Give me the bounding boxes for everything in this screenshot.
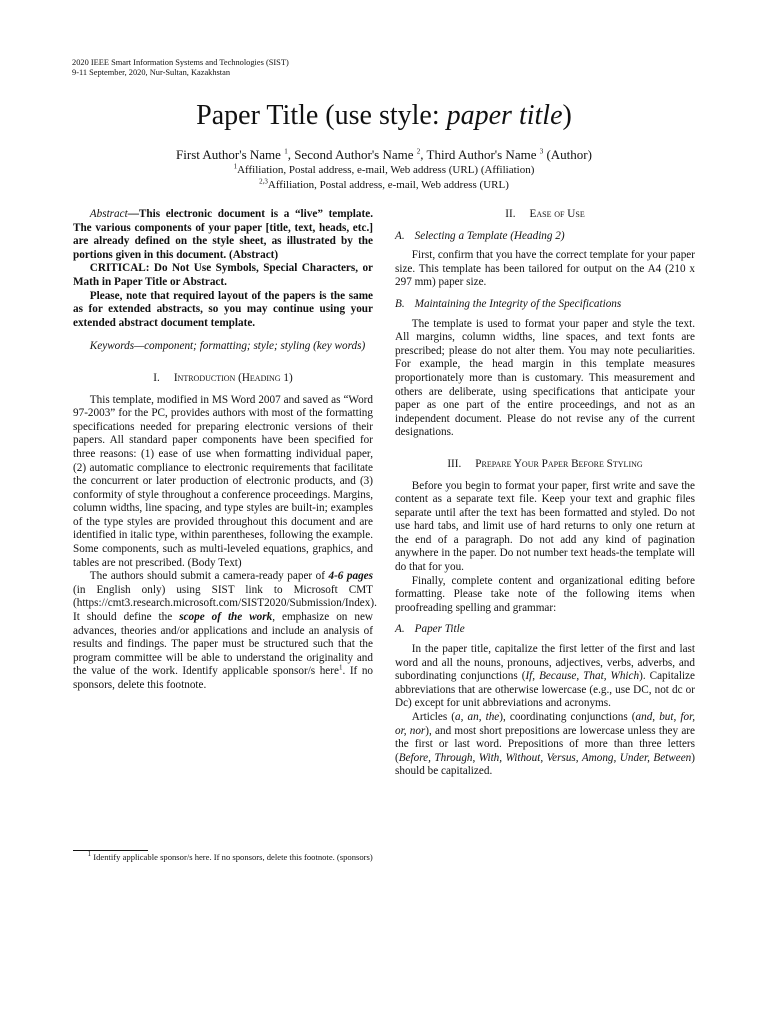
pt-p1-b: If, Because, That, Which xyxy=(525,670,640,683)
section-number: II. xyxy=(505,208,516,220)
intro-p2-e: , emphasize on new advances, theories and/or applications and include an analysis of results and findings. The paper must be structured such that the program committee will be able to understand the originality and the value of the work. Identify applicable sponsor/s here xyxy=(73,611,374,678)
author-2-sup: 2 xyxy=(416,147,421,156)
section-number: I. xyxy=(153,371,160,384)
footnote-divider xyxy=(73,850,148,851)
section-title: Introduction (Heading 1) xyxy=(173,371,293,384)
paper-title-paragraph-2 xyxy=(395,711,695,779)
pt-p1-a: In the paper title, capitalize the first letter of the first and last word and all the nouns, pronouns, adjectives, verbs, adverbs, and subordinating conjunctions ( xyxy=(395,643,695,683)
right-column xyxy=(395,208,695,779)
affiliation-1-sup: 1 xyxy=(233,162,238,171)
intro-paragraph-1: This template, modified in MS Word 2007 and saved as “Word 97-2003” for the PC, provides authors with most of the formatting specifications needed for preparing electronic versions of their papers. All standard paper components have been specified for three reasons: (1) ease of use when formatting individual paper, (2) automatic compliance to electronic requirements that facilitate the concurrent or later production of electronic products, and (3) conformity of style throughout a conference proceedings. Margins, column widths, line spacing, and type styles are built-in; examples of the type styles are provided throughout this document and are identified in italic type, within parentheses, following the example. Some components, such as multi-leveled equations, graphics, and tables are not prescribed. (Body Text) xyxy=(73,393,373,569)
author-tail: (Author) xyxy=(543,147,592,162)
section-title: Ease of Use xyxy=(529,208,585,220)
subsection-title: Maintaining the Integrity of the Specifications xyxy=(414,297,622,310)
abstract-please-note: Please, note that required layout of the papers is the same as for extended abstracts, so you may continue using your extended abstract document template. xyxy=(73,289,373,329)
footnote-number: 1 xyxy=(87,850,92,859)
section-heading-prepare xyxy=(395,458,695,472)
subsection-number: A. xyxy=(395,623,405,636)
title-close: ) xyxy=(562,100,572,131)
pt-p2-f: Before, Through, With, Without, Versus, Among, Under, Between xyxy=(398,751,692,764)
subsection-number: B. xyxy=(395,297,405,310)
author-1-sup: 1 xyxy=(284,147,288,156)
selecting-template-paragraph: First, confirm that you have the correct template for your paper size. This template has been tailored for output on the A4 (210 x 297 mm) paper size. xyxy=(395,249,695,289)
intro-p2-a: The authors should submit a camera-ready paper of xyxy=(89,570,329,583)
affiliation-2 xyxy=(0,179,768,191)
affiliation-2-sup: 2,3 xyxy=(259,177,268,186)
section-heading-introduction xyxy=(73,372,373,386)
title-italic: paper title xyxy=(446,100,563,131)
section-title: Prepare Your Paper Before Styling xyxy=(475,457,643,470)
subsection-heading-paper-title xyxy=(395,623,695,637)
author-3-sup: 3 xyxy=(539,147,544,156)
subsection-number: A. xyxy=(395,229,405,242)
pt-p2-a: Articles ( xyxy=(411,711,456,723)
integrity-paragraph: The template is used to format your paper and style the text. All margins, column widths, line spaces, and text fonts are prescribed; please do not alter them. You may note peculiarities. For example, the head margin in this template measures proportionately more than is customary. This measurement and others are deliberate, using specifications that anticipate your paper as one part of the entire proceedings, and not as an independent document. Please do not revise any of the current designations. xyxy=(395,317,695,439)
footnote xyxy=(73,852,373,863)
author-line xyxy=(0,147,768,163)
affiliation-2-text: Affiliation, Postal address, e-mail, Web address (URL) xyxy=(267,179,509,191)
paper-title xyxy=(0,100,768,132)
pt-p2-b: a, an, the xyxy=(455,711,500,723)
subsection-heading-integrity xyxy=(395,298,695,312)
left-column xyxy=(73,208,377,693)
keywords: Keywords—component; formatting; style; styling (key words) xyxy=(89,340,366,353)
pt-p1-c: ). Capitalize abbreviations that are otherwise lowercase (e.g., use DC, not dc or Dc) except for unit abbreviations and acronyms. xyxy=(395,670,695,710)
pt-p2-d: and, but, for, or, nor xyxy=(395,711,695,737)
abstract xyxy=(73,208,373,262)
pages-emphasis: 4-6 pages xyxy=(328,570,373,583)
abstract-critical: CRITICAL: Do Not Use Symbols, Special Characters, or Math in Paper Title or Abstract. xyxy=(73,262,373,288)
pt-p2-c: ), coordinating conjunctions ( xyxy=(499,711,636,723)
conference-header xyxy=(72,58,289,78)
prepare-paragraph-2: Finally, complete content and organizational editing before formatting. Please take note of the following items when proofreading spelling and grammar: xyxy=(395,574,695,614)
pt-p2-g: ) should be capitalized. xyxy=(395,751,695,778)
intro-paragraph-2 xyxy=(73,570,377,692)
footnote-text: Identify applicable sponsor/s here. If no sponsors, delete this footnote. (sponsors) xyxy=(91,852,373,862)
affiliation-1-text: Affiliation, Postal address, e-mail, Web address (URL) (Affiliation) xyxy=(237,164,535,176)
intro-p2-c: (in English only) using SIST link to Microsoft CMT (https://cmt3.research.microsoft.com/SIST2020/Submission/Index). It should define the xyxy=(73,583,377,624)
subsection-heading-selecting-template xyxy=(395,230,695,244)
prepare-paragraph-1: Before you begin to format your paper, first write and save the content as a separate text file. Keep your text and graphic files separate until after the text has been formatted and styled. Do not use hard tabs, and limit use of hard returns to only one return at the end of a paragraph. Do not add any kind of pagination anywhere in the paper. Do not number text heads-the template will do that for you. xyxy=(395,479,695,574)
pt-p2-e: ), and most short prepositions are lowercase unless they are the first or last word. Prepositions of more than three letters ( xyxy=(395,724,695,764)
subsection-title: Paper Title xyxy=(414,623,465,636)
author-2: , Second Author's Name xyxy=(287,147,417,162)
abstract-label: Abstract xyxy=(89,208,128,220)
author-3: , Third Author's Name xyxy=(420,147,540,162)
paper-title-paragraph-1 xyxy=(395,643,695,711)
title-main: Paper Title (use style: xyxy=(196,100,447,131)
intro-p2-f: . If no sponsors, delete this footnote. xyxy=(73,665,374,691)
affiliation-1 xyxy=(0,164,768,176)
section-heading-ease-of-use xyxy=(395,208,695,222)
section-number: III. xyxy=(447,457,462,470)
conference-name: 2020 IEEE Smart Information Systems and Technologies (SIST) xyxy=(72,58,289,67)
subsection-title: Selecting a Template (Heading 2) xyxy=(414,229,565,242)
footnote-ref: 1 xyxy=(338,663,343,672)
author-1: First Author's Name xyxy=(176,147,285,162)
scope-emphasis: scope of the work xyxy=(179,611,273,624)
abstract-text: —This electronic document is a “live” template. The various components of your paper [title, text, heads, etc.] are already defined on the style sheet, as illustrated by the portions given in this document. (Abstract) xyxy=(73,208,373,261)
conference-date-location: 9-11 September, 2020, Nur-Sultan, Kazakhstan xyxy=(72,68,231,77)
